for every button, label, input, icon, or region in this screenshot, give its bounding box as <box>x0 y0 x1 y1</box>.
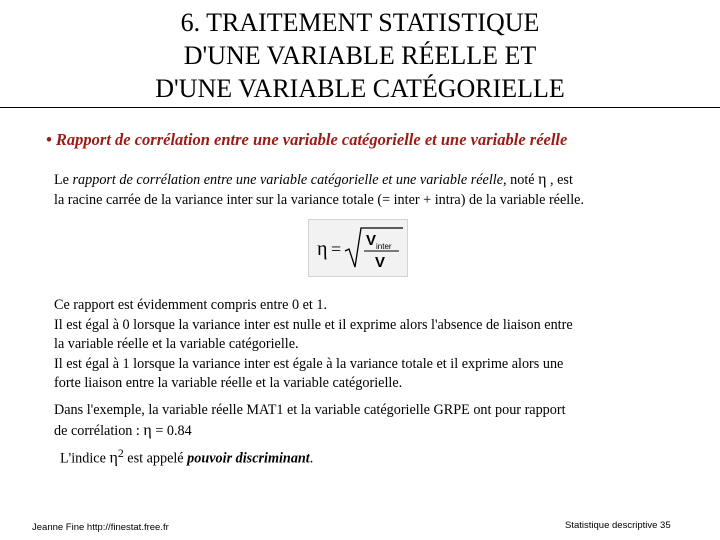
explanation-line-2: Il est égal à 0 lorsque la variance inter est nulle et il exprime alors l'absence de liaison entre <box>54 316 573 333</box>
index-eta: η <box>109 449 118 467</box>
title-line-3: D'UNE VARIABLE CATÉGORIELLE <box>155 74 565 103</box>
formula-denominator: V <box>375 254 386 271</box>
explanation-line-4: Il est égal à 1 lorsque la variance inter est égale à la variance totale et il exprime alors une <box>54 355 564 372</box>
formula-numerator: V <box>366 232 377 249</box>
section-heading: • Rapport de corrélation entre une variable catégorielle et une variable réelle <box>46 130 568 149</box>
example-eta: η <box>143 421 152 439</box>
page-title <box>0 6 720 105</box>
index-prefix: L'indice <box>60 450 110 467</box>
definition-term: rapport de corrélation entre une variable catégorielle et une variable réelle <box>72 172 504 188</box>
definition-paragraph <box>54 170 669 210</box>
definition-prefix: Le <box>54 172 73 188</box>
definition-after-symbol: , est <box>546 172 573 188</box>
formula-lhs: η <box>317 238 328 260</box>
title-divider <box>0 107 720 108</box>
footer-author: Jeanne Fine http://finestat.free.fr <box>32 522 169 533</box>
example-line-1: Dans l'exemple, la variable réelle MAT1 et la variable catégorielle GRPE ont pour rapport <box>54 402 566 418</box>
eta-symbol: η <box>538 171 547 188</box>
index-term: pouvoir discriminant <box>187 450 310 467</box>
example-value: = 0.84 <box>151 422 192 439</box>
definition-after-term: , noté <box>503 172 539 188</box>
example-prefix: de corrélation : <box>54 422 144 439</box>
index-exponent: 2 <box>117 446 124 460</box>
title-line-2: D'UNE VARIABLE RÉELLE ET <box>183 41 537 70</box>
title-line-1: 6. TRAITEMENT STATISTIQUE <box>180 8 540 37</box>
index-note <box>60 444 670 469</box>
definition-line-2: la racine carrée de la variance inter sur la variance totale (= inter + intra) de la variable réelle. <box>54 191 584 208</box>
explanation-paragraph <box>54 296 664 394</box>
explanation-line-1: Ce rapport est évidemment compris entre 0 et 1. <box>54 297 328 313</box>
formula-box <box>308 219 408 277</box>
index-suffix: . <box>309 450 314 467</box>
formula-equals: = <box>331 239 342 259</box>
index-middle: est appelé <box>123 450 188 467</box>
explanation-line-3: la variable réelle et la variable catégorielle. <box>54 336 299 352</box>
definition-line-1 <box>54 170 669 191</box>
example-paragraph <box>54 401 664 441</box>
formula-numerator-sub: inter <box>376 242 392 251</box>
formula-graphic <box>309 220 407 276</box>
footer-page: Statistique descriptive 35 <box>565 520 671 531</box>
explanation-line-5: forte liaison entre la variable réelle et la variable catégorielle. <box>54 375 403 391</box>
example-line-2 <box>54 421 664 442</box>
